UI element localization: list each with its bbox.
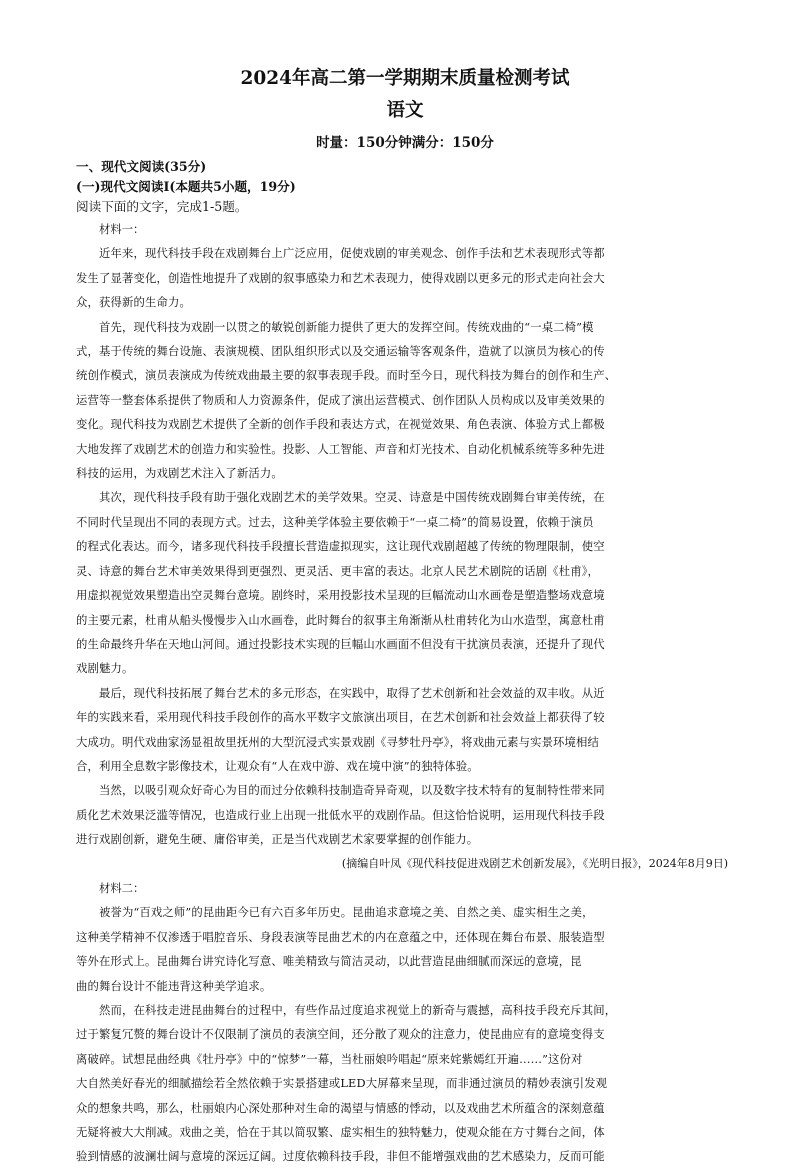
text-line: 当然，以吸引观众好奇心为目的而过分依赖科技制造奇异奇观，以及数字技术特有的复制特性带来同 [76, 783, 605, 798]
paragraph [76, 998, 734, 1169]
text-line: 的程式化表达。而今，诸多现代科技手段擅长营造虚拟现实，这让现代戏剧超越了传统的物理限制，使空 [76, 539, 605, 554]
text-line: 运营等一整套体系提供了物质和人力资源条件，促成了演出运营模式、创作团队人员构成以及审美效果的 [76, 392, 605, 407]
exam-meta: 时量：150分钟满分：150分 [316, 135, 494, 151]
material2-label: 材料二： [99, 880, 145, 895]
text-line: 被誉为“百戏之师”的昆曲距今已有六百多年历史。昆曲追求意境之美、自然之美、虚实相生之美， [76, 905, 594, 920]
text-line: 等外在形式上。昆曲舞台讲究诗化写意、唯美精致与简洁灵动，以此营造昆曲细腻而深远的意境，昆 [76, 954, 582, 969]
material1-label: 材料一： [99, 222, 145, 236]
text-line: 科技的运用，为戏剧艺术注入了新活力。 [76, 466, 283, 481]
text-line: 众的想象共鸣，那么，杜丽娘内心深处那种对生命的渴望与情感的悸动，以及戏曲艺术所蕴含的深刻意蕴 [76, 1100, 605, 1115]
material2-body [76, 900, 734, 1168]
part-heading: (一)现代文阅读Ⅰ(本题共5小题，19分) [76, 179, 296, 194]
text-line: 年的实践来看，采用现代科技手段创作的高水平数字文旅演出项目，在艺术创新和社会效益上都获得了较 [76, 710, 605, 725]
text-line: 大地发挥了戏剧艺术的创造力和实验性。投影、人工智能、声音和灯光技术、自动化机械系统等多种先进 [76, 441, 605, 456]
text-line: 不同时代呈现出不同的表现方式。过去，这种美学体验主要依赖于“一桌二椅”的简易设置，依赖于演员 [76, 514, 594, 529]
text-line: 大自然美好春光的细腻描绘若全然依赖于实景搭建或LED大屏幕来呈现，而非通过演员的精妙表演引发观 [76, 1076, 608, 1091]
text-line: 验到情感的波澜壮阔与意境的深远辽阔。过度依赖科技手段，非但不能增强戏曲的艺术感染力，反而可能 [76, 1149, 605, 1164]
section-heading: 一、现代文阅读(35分) [76, 159, 207, 174]
text-line: 近年来，现代科技手段在戏剧舞台上广泛应用，促使戏剧的审美观念、创作手法和艺术表现形式等都 [76, 246, 605, 261]
exam-title: 2024年高二第一学期期末质量检测考试 [240, 68, 570, 89]
material1-body [76, 241, 734, 851]
text-line: 离破碎。试想昆曲经典《牡丹亭》中的“惊梦”一幕，当杜丽娘吟唱起“原来姹紫嫣红开遍……”这份对 [76, 1051, 583, 1066]
paragraph [76, 315, 734, 486]
text-line: 的生命最终升华在天地山河间。通过投影技术实现的巨幅山水画面不但没有干扰演员表演，还提升了现代 [76, 636, 605, 651]
paragraph [76, 485, 734, 680]
exam-subject: 语文 [386, 100, 424, 121]
text-line: 大成功。明代戏曲家汤显祖故里抚州的大型沉浸式实景戏剧《寻梦牡丹亭》，将戏曲元素与实景环境相结 [76, 734, 600, 749]
text-line: 众，获得新的生命力。 [76, 295, 191, 310]
text-line: 变化。现代科技为戏剧艺术提供了全新的创作手段和表达方式，在视觉效果、角色表演、体验方式上都极 [76, 417, 605, 432]
text-line: 式，基于传统的舞台设施、表演规模、团队组织形式以及交通运输等客观条件，造就了以演员为核心的传 [76, 344, 605, 359]
reading-instruction: 阅读下面的文字，完成1-5题。 [76, 199, 248, 214]
text-line: 的主要元素，杜甫从船头慢慢步入山水画卷，此时舞台的叙事主角渐渐从杜甫转化为山水造型，寓意杜甫 [76, 612, 605, 627]
text-line: 质化艺术效果泛滥等情况，也造成行业上出现一批低水平的戏剧作品。但这恰恰说明，运用现代科技手段 [76, 807, 605, 822]
paragraph [76, 681, 734, 779]
text-line: 这种美学精神不仅渗透于唱腔音乐、身段表演等昆曲艺术的内在意蕴之中，还体现在舞台布景、服装造型 [76, 929, 605, 944]
text-line: 发生了显著变化，创造性地提升了戏剧的叙事感染力和艺术表现力，使得戏剧以更多元的形式走向社会大 [76, 270, 605, 285]
text-line: 用虚拟视觉效果塑造出空灵舞台意境。剧终时，采用投影技术呈现的巨幅流动山水画卷是塑造整场戏意境 [76, 588, 605, 603]
text-line: 首先，现代科技为戏剧一以贯之的敏锐创新能力提供了更大的发挥空间。传统戏曲的“一桌二椅”模 [76, 319, 594, 334]
text-line: 合，利用全息数字影像技术，让观众有“人在戏中游、戏在境中演”的独特体验。 [76, 758, 479, 773]
text-line: 其次，现代科技手段有助于强化戏剧艺术的美学效果。空灵、诗意是中国传统戏剧舞台审美传统，在 [76, 490, 605, 505]
text-line: 戏剧魅力。 [76, 661, 134, 676]
text-line: 灵、诗意的舞台艺术审美效果得到更强烈、更灵活、更丰富的表达。北京人民艺术剧院的话剧《杜甫》， [76, 563, 600, 578]
text-line: 过于繁复冗赘的舞台设计不仅限制了演员的表演空间，还分散了观众的注意力，使昆曲应有的意境变得支 [76, 1027, 605, 1042]
text-line: 进行戏剧创新，避免生硬、庸俗审美，正是当代戏剧艺术家要掌握的创作能力。 [76, 832, 479, 847]
text-line: 曲的舞台设计不能违背这种美学追求。 [76, 978, 272, 993]
paragraph [76, 900, 734, 998]
paragraph [76, 778, 734, 851]
material1-source: (摘编自叶凤《现代科技促进戏剧艺术创新发展》，《光明日报》，2024年8月9日) [341, 856, 728, 870]
text-line: 最后，现代科技拓展了舞台艺术的多元形态，在实践中，取得了艺术创新和社会效益的双丰收。从近 [76, 685, 605, 700]
text-line: 无疑将被大大削减。戏曲之美，恰在于其以简驭繁、虚实相生的独特魅力，使观众能在方寸舞台之间，体 [76, 1125, 605, 1140]
paragraph [76, 241, 734, 314]
text-line: 统创作模式，演员表演成为传统戏曲最主要的叙事表现手段。而时至今日，现代科技为舞台的创作和生产、 [76, 368, 617, 383]
text-line: 然而，在科技走进昆曲舞台的过程中，有些作品过度追求视觉上的新奇与震撼，高科技手段充斥其间， [76, 1003, 617, 1017]
